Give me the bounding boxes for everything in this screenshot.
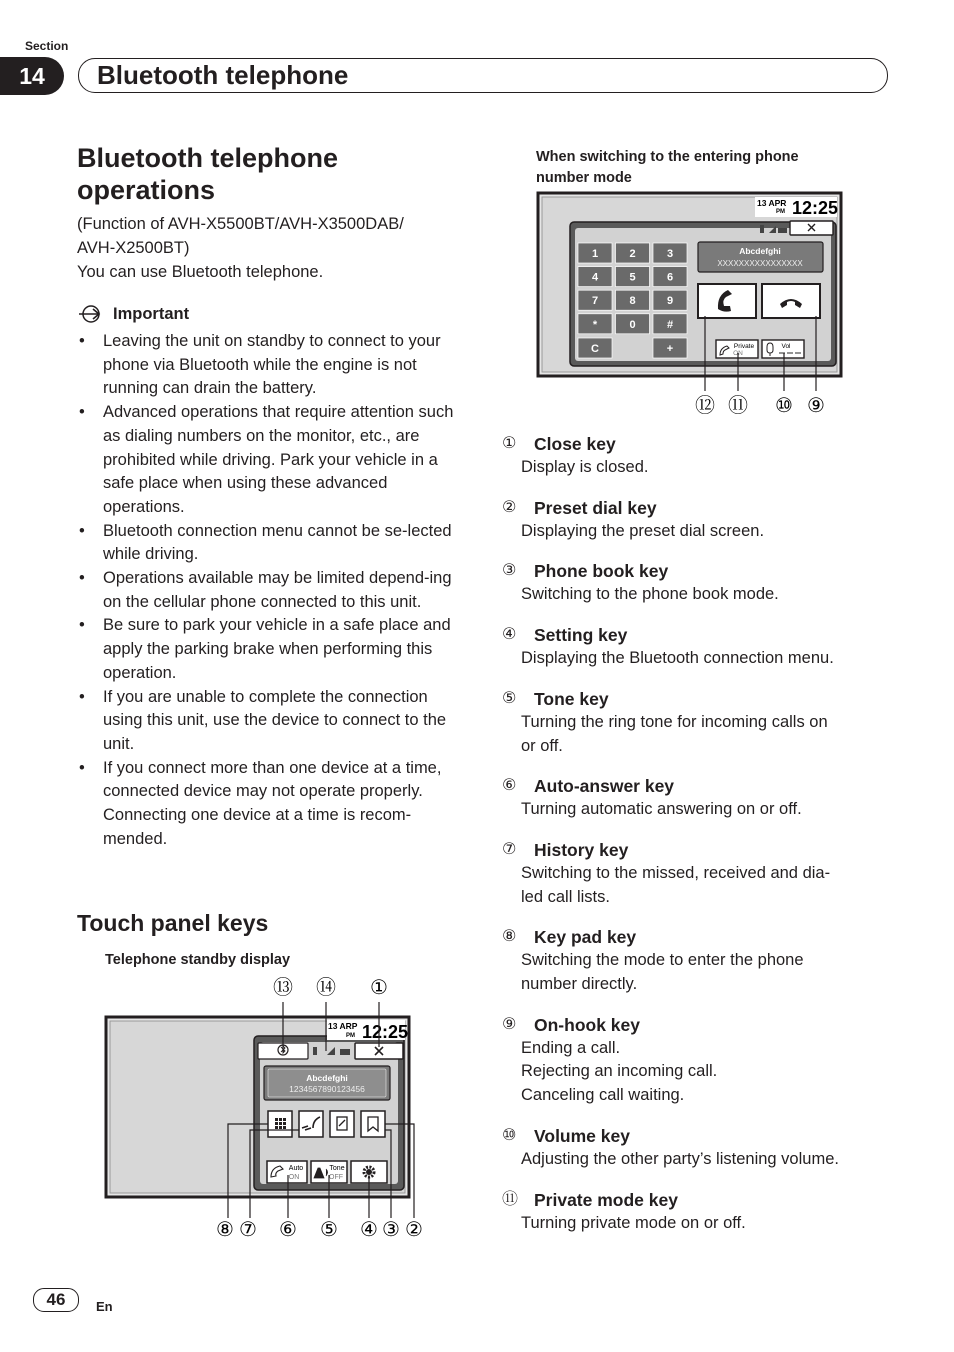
preset-dial-key[interactable] [361,1111,385,1137]
keypad-key-label: 8 [629,295,636,308]
standby-caption: Telephone standby display [105,952,291,968]
important-bullet-list [77,330,469,851]
key-description: Adjusting the other party’s listening volume. [521,1149,839,1168]
key-item-preset-dial [502,496,902,544]
key-description: Switching the mode to enter the phone [521,951,804,970]
key-description: Turning private mode on or off. [521,1213,746,1232]
entering-caption-line: number mode [536,170,632,186]
keypad-key-label: * [592,318,598,331]
key-item-phone-book [502,559,902,607]
tone-state: OFF [329,1174,343,1181]
caller-number: 1234567890123456 [289,1084,365,1094]
touch-panel-heading: Touch panel keys [77,910,269,936]
callout-10: ⑩ [775,395,793,417]
key-item-setting [502,623,902,671]
caller-name: Abcdefghi [739,246,781,256]
bullet-item: • If you are unable to complete the connection using this unit, use the device to connect to the unit. [77,686,469,757]
operations-heading: Bluetooth telephone operations [77,143,338,205]
key-description: Displaying the preset dial screen. [521,521,765,540]
callout-9: ⑨ [807,395,825,417]
key-description: led call lists. [521,887,610,906]
key-title: Tone key [534,688,609,709]
clock-time: 12:25 [362,1022,409,1042]
callout-14: ⑭ [316,977,336,999]
key-number: ② [502,498,517,516]
key-item-on-hook [502,1013,902,1108]
bullet-item: • Advanced operations that require attention such as dialing numbers on the monitor, etc., are prohibited while driving. Park your vehicle in a safe place when using these advanced operations. [77,401,469,520]
key-description: Rejecting an incoming call. [521,1062,718,1081]
keypad-key-label: 9 [666,295,674,308]
auto-label: Auto [288,1165,304,1172]
key-title: Close key [534,434,616,454]
key-number: ④ [502,626,517,644]
key-title: Volume key [534,1125,630,1146]
bullet-item: • Leaving the unit on standby to connect to your phone via Bluetooth while the engine is not running can drain the battery. [77,330,469,401]
intro-line: (Function of AVH-X5500BT/AVH-X3500DAB/ [77,215,404,233]
key-description: Switching to the phone book mode. [521,585,779,604]
clock-date: 13 ARP [328,1021,358,1031]
key-description: Turning automatic answering on or off. [521,800,802,819]
section-label: Section [25,39,69,53]
key-number: ③ [502,562,517,580]
caller-name: Abcdefghi [306,1073,348,1083]
keypad-key-label: 7 [591,295,599,308]
important-notice [77,304,189,324]
clear-key-label: C [591,343,599,355]
callout-8: ⑧ [216,1219,234,1241]
key-number: ① [502,435,517,452]
key-title: Setting key [534,625,628,646]
key-description: Ending a call. [521,1038,621,1057]
intro-line: AVH-X2500BT) [77,239,190,257]
key-title: On-hook key [534,1014,640,1035]
keypad-key-label: 0 [629,318,636,331]
keypad-key-label: 2 [629,248,636,260]
standby-display-diagram [100,970,440,1245]
key-title: Key pad key [534,927,637,948]
private-state: ON [733,350,743,357]
key-title: Preset dial key [534,497,657,518]
key-item-key-pad [502,925,902,996]
key-description: Display is closed. [521,458,649,476]
entered-number: XXXXXXXXXXXXXXXX [717,259,803,268]
page-number: 46 [33,1288,79,1312]
bullet-item: • If you connect more than one device at a time, connected device may not operate properly. Connecting one device at a time is recom-mended. [77,757,469,852]
auto-state: ON [288,1174,300,1181]
key-description: or off. [521,736,563,755]
off-hook-key[interactable] [698,284,756,318]
key-description-list [502,432,902,1251]
key-item-auto-answer [502,774,902,822]
key-number: ⑥ [502,777,517,795]
key-item-history [502,838,902,909]
phone-book-key[interactable] [330,1111,354,1137]
key-description: Canceling call waiting. [521,1086,685,1105]
keypad-key-label: 5 [629,271,636,284]
bullet-item: • Be sure to park your vehicle in a safe place and apply the parking brake when performing this operation. [77,614,469,685]
intro-line: You can use Bluetooth telephone. [77,263,324,281]
key-title: Auto-answer key [534,776,675,797]
section-title-bar [78,58,888,93]
keypad-key-label: 6 [666,271,674,284]
callout-1: ① [370,977,388,999]
section-number-tab: 14 [0,57,64,95]
key-number: ⑪ [502,1190,519,1208]
private-label: Private [733,343,755,350]
clock-ampm: PM [346,1033,355,1039]
section-title: Bluetooth telephone [97,60,349,90]
key-number: ⑨ [502,1015,517,1033]
callout-5: ⑤ [320,1219,338,1241]
entering-display-diagram [534,190,849,420]
bullet-item: • Bluetooth connection menu cannot be se-lected while driving. [77,520,469,567]
clock-date: 13 APR [757,198,787,208]
callout-3: ③ [382,1219,400,1241]
key-description: Switching to the missed, received and dia- [521,863,831,882]
entering-caption-line: When switching to the entering phone [536,149,799,165]
key-title: History key [534,839,629,860]
clock-time: 12:25 [792,198,839,218]
important-hand-icon [77,304,107,324]
callout-7: ⑦ [239,1219,257,1241]
callout-12: ⑫ [695,395,715,417]
keypad-key-label: 1 [591,248,599,260]
bullet-item: • Operations available may be limited depend-ing on the cellular phone connected to this unit. [77,567,469,614]
clock-ampm: PM [776,209,785,215]
key-description: Displaying the Bluetooth connection menu. [521,649,834,668]
key-item-volume [502,1124,902,1172]
important-label: Important [113,304,190,323]
keypad-key-label: 4 [591,271,599,284]
callout-13: ⑬ [273,977,293,999]
keypad-key-label: 3 [666,248,674,260]
keypad-grid-icon [275,1118,286,1129]
key-title: Private mode key [534,1189,678,1210]
key-item-private-mode [502,1188,902,1236]
callout-2: ② [405,1219,423,1241]
key-number: ⑩ [502,1126,517,1144]
key-number: ⑧ [502,928,517,946]
intro-text [77,212,477,284]
entering-caption [536,147,799,189]
key-number: ⑤ [502,689,517,707]
key-description: Turning the ring tone for incoming calls on [521,712,828,731]
key-item-close [502,432,902,480]
callout-4: ④ [360,1219,378,1241]
key-title: Phone book key [534,561,669,582]
vol-label: Vol [781,343,791,350]
key-description: number directly. [521,975,638,994]
key-item-tone [502,687,902,758]
plus-key-label: + [666,343,674,355]
key-number: ⑦ [502,840,517,858]
history-key[interactable] [299,1111,323,1137]
language-code: En [96,1299,113,1314]
callout-11: ⑪ [728,395,748,417]
keypad-key-label: # [666,318,674,331]
callout-6: ⑥ [279,1219,297,1241]
tone-label: Tone [329,1165,345,1172]
